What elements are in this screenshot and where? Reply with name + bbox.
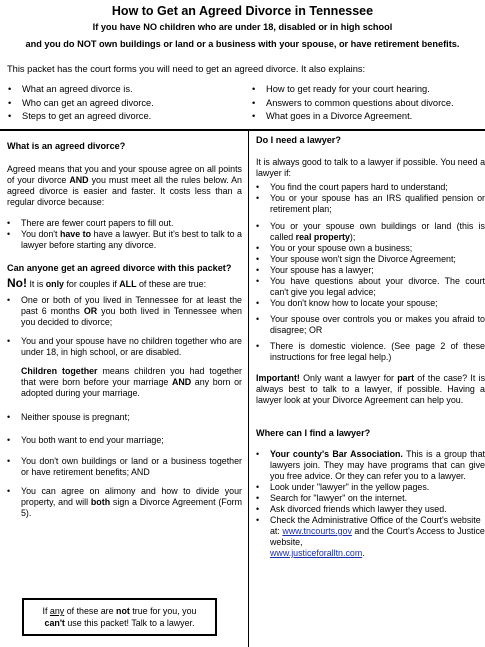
bullet-icon: • bbox=[7, 217, 11, 228]
bullet-icon: • bbox=[7, 295, 11, 305]
bullet-icon: • bbox=[256, 275, 260, 286]
list-item: • You don't own buildings or land or a business together or have retirement benefits; AND bbox=[7, 456, 242, 477]
list-item: • How to get ready for your court hearing. bbox=[252, 83, 484, 97]
list-item: • You don't have to have a lawyer. But it's best to talk to a lawyer before starting any divorce. bbox=[7, 228, 242, 250]
list-item: • You find the court papers hard to understand; bbox=[256, 181, 448, 192]
left-column bbox=[7, 141, 242, 519]
list-item: • Neither spouse is pregnant; bbox=[7, 412, 130, 422]
list-item: • Search for "lawyer" on the internet. bbox=[256, 493, 408, 503]
heading-need-lawyer: Do I need a lawyer? bbox=[256, 135, 341, 145]
tncourts-link[interactable]: www.tncourts.gov bbox=[282, 526, 352, 536]
intro-text: This packet has the court forms you will need to get an agreed divorce. It also explains: bbox=[7, 64, 366, 74]
list-item: • There are fewer court papers to fill out. bbox=[7, 217, 174, 228]
list-item: • Your spouse over controls you or makes you afraid to disagree; OR bbox=[256, 313, 485, 335]
bullet-icon: • bbox=[252, 84, 256, 94]
list-item: • Check the Administrative Office of the Court's website at: www.tncourts.gov and the Court's Access to Justice website, www.justiceforalltn.com. bbox=[256, 515, 485, 558]
right-column bbox=[256, 135, 485, 559]
paragraph-need-lawyer: It is always good to talk to a lawyer if possible. You need a lawyer if: bbox=[256, 156, 485, 178]
list-item: • Who can get an agreed divorce. bbox=[8, 97, 228, 111]
justiceforall-link[interactable]: www.justiceforalltn.com bbox=[270, 548, 363, 558]
list-item: • Look under "lawyer" in the yellow pages. bbox=[256, 482, 430, 492]
explains-list-left bbox=[8, 83, 228, 124]
list-item: • What an agreed divorce is. bbox=[8, 83, 228, 97]
section-divider bbox=[0, 129, 485, 131]
bullet-icon: • bbox=[256, 449, 260, 459]
bullet-icon: • bbox=[7, 336, 11, 346]
paragraph-only-for: No! It is only for couples if ALL of these are true: bbox=[7, 276, 207, 290]
bullet-icon: • bbox=[256, 242, 260, 253]
bullet-icon: • bbox=[8, 84, 12, 94]
bullet-icon: • bbox=[256, 504, 260, 514]
list-item: • You or your spouse own buildings or land (this is called real property); bbox=[256, 220, 485, 242]
list-item: • You both want to end your marriage; bbox=[7, 435, 164, 445]
list-item: • You have questions about your divorce. The court can't give you legal advice; bbox=[256, 275, 485, 297]
heading-who-can: Can anyone get an agreed divorce with this packet? bbox=[7, 262, 232, 273]
bullet-icon: • bbox=[256, 220, 260, 231]
bullet-icon: • bbox=[256, 482, 260, 492]
bullet-icon: • bbox=[256, 340, 260, 351]
list-item: • You or your spouse own a business; bbox=[256, 242, 413, 253]
children-together-note: Children together means children you had together that were born before your marriage AND any born or adopted during your marriage. bbox=[21, 366, 242, 398]
paragraph-important: Important! Only want a lawyer for part of the case? It is always best to talk to a lawyer, if possible. Having a lawyer look at your Divorce Agreement can help you. bbox=[256, 372, 485, 405]
bullet-icon: • bbox=[252, 111, 256, 121]
bullet-icon: • bbox=[7, 228, 11, 239]
bullet-icon: • bbox=[256, 192, 260, 203]
bullet-icon: • bbox=[256, 313, 260, 324]
list-item: • One or both of you lived in Tennessee for at least the past 6 months OR you both lived in Tennessee when you decided to divorce; bbox=[7, 295, 242, 327]
warning-box: If any of these are not true for you, you can't use this packet! Talk to a lawyer. bbox=[22, 598, 217, 636]
bullet-icon: • bbox=[256, 264, 260, 275]
list-item: • You and your spouse have no children together who are under 18, in high school, or are disabled. bbox=[7, 336, 242, 357]
bullet-icon: • bbox=[252, 97, 256, 108]
list-item: • Steps to get an agreed divorce. bbox=[8, 110, 228, 124]
bullet-icon: • bbox=[256, 515, 260, 525]
bullet-icon: • bbox=[7, 456, 11, 466]
column-divider bbox=[248, 130, 249, 647]
paragraph-agreed: Agreed means that you and your spouse agree on all points of your divorce AND you must meet all the rules below. An agreed divorce is easier and faster. It costs less than a regular divorce because: bbox=[7, 163, 242, 207]
heading-what-is: What is an agreed divorce? bbox=[7, 141, 126, 151]
bullet-icon: • bbox=[8, 111, 12, 121]
list-item: • Your spouse has a lawyer; bbox=[256, 264, 374, 275]
bullet-icon: • bbox=[256, 297, 260, 308]
list-item: • Your county's Bar Association. This is a group that lawyers join. They may have programs that can give you free advice. Or they can refer you to a lawyer. bbox=[256, 449, 485, 481]
bullet-icon: • bbox=[7, 412, 11, 422]
list-item: • Ask divorced friends which lawyer they used. bbox=[256, 504, 447, 514]
bullet-icon: • bbox=[256, 181, 260, 192]
bullet-icon: • bbox=[7, 435, 11, 445]
page-title: How to Get an Agreed Divorce in Tennessee bbox=[111, 4, 374, 18]
bullet-icon: • bbox=[8, 97, 12, 108]
explains-list-right bbox=[252, 83, 484, 124]
bullet-icon: • bbox=[256, 253, 260, 264]
list-item: • What goes in a Divorce Agreement. bbox=[252, 110, 484, 124]
subtitle-property: and you do NOT own buildings or land or a business with your spouse, or have retirement benefits. bbox=[25, 39, 460, 49]
list-item: • Answers to common questions about divorce. bbox=[252, 97, 484, 111]
list-item: • You don't know how to locate your spouse; bbox=[256, 297, 438, 308]
list-item: • You or your spouse has an IRS qualified pension or retirement plan; bbox=[256, 192, 485, 214]
list-item: • Your spouse won't sign the Divorce Agreement; bbox=[256, 253, 456, 264]
list-item: • You can agree on alimony and how to divide your property, and will both sign a Divorce Agreement (Form 5). bbox=[7, 486, 242, 518]
subtitle-children: If you have NO children who are under 18, disabled or in high school bbox=[92, 22, 393, 32]
list-item: • There is domestic violence. (See page 2 of these instructions for free legal help.) bbox=[256, 340, 485, 362]
bullet-icon: • bbox=[7, 486, 11, 496]
bullet-icon: • bbox=[256, 493, 260, 503]
heading-where-find: Where can I find a lawyer? bbox=[256, 427, 371, 438]
